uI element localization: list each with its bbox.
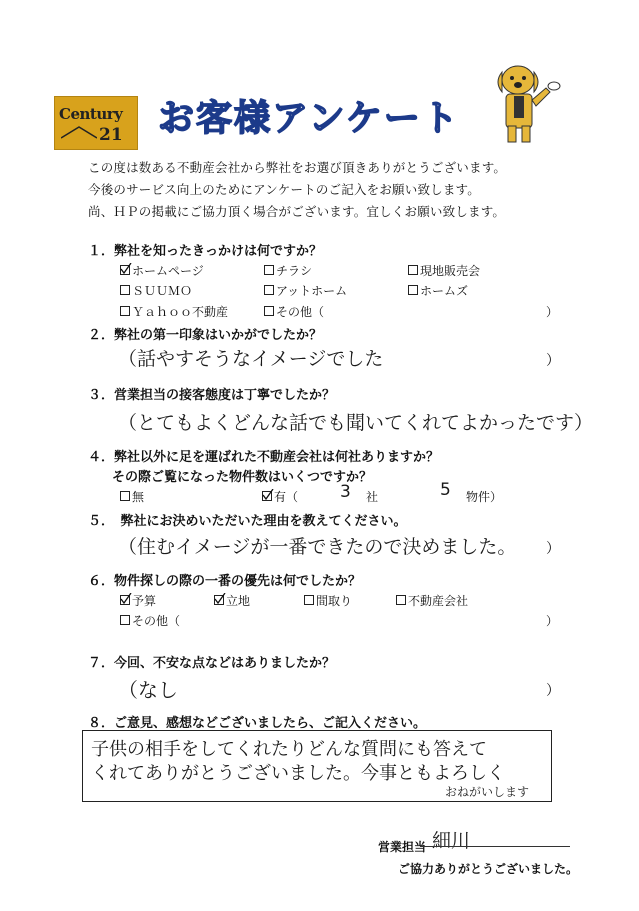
checkbox-checked-icon[interactable] xyxy=(120,265,130,275)
q4-option-yes[interactable]: 有（ xyxy=(262,488,298,505)
q1-option-homes[interactable]: ホームズ xyxy=(408,282,468,299)
q2-close-paren: ） xyxy=(546,353,560,369)
q7-close-paren: ） xyxy=(546,683,560,699)
q1-close-paren: ） xyxy=(546,305,559,319)
q4-property-count: 5 xyxy=(440,480,451,500)
page-title: お客様アンケート xyxy=(158,98,460,139)
q6-question: ６．物件探しの際の一番の優先は何でしたか？ xyxy=(88,574,362,589)
checkbox-icon[interactable] xyxy=(264,306,274,316)
checkbox-icon[interactable] xyxy=(264,285,274,295)
thanks-message: ご協力ありがとうございました。 xyxy=(398,862,579,876)
checkbox-checked-icon[interactable] xyxy=(214,595,224,605)
intro-line-3: 尚、ＨＰの掲載にご協力頂く場合がございます。宜しくお願い致します。 xyxy=(88,204,506,219)
intro-line-2: 今後のサービス向上のためにアンケートのご記入をお願い致します。 xyxy=(88,182,480,197)
staff-name: 細川 xyxy=(432,830,471,852)
q4-option-none[interactable]: 無 xyxy=(120,488,144,505)
q4-company-count: 3 xyxy=(340,482,351,502)
checkbox-icon[interactable] xyxy=(396,595,406,605)
checkbox-icon[interactable] xyxy=(304,595,314,605)
q2-answer: （話やすそうなイメージでした xyxy=(118,348,384,370)
staff-label: 営業担当 xyxy=(378,840,427,854)
comment-box[interactable] xyxy=(82,730,552,802)
checkbox-icon[interactable] xyxy=(120,615,130,625)
signature-line xyxy=(420,846,570,847)
checkbox-icon[interactable] xyxy=(408,265,418,275)
mascot-dog-icon xyxy=(488,60,568,150)
checkbox-checked-icon[interactable] xyxy=(262,491,272,501)
q6-option-floorplan[interactable]: 間取り xyxy=(304,592,352,609)
comment-line-3: おねがいします xyxy=(445,785,530,799)
q6-option-budget[interactable]: 予算 xyxy=(120,592,156,609)
q6-option-location[interactable]: 立地 xyxy=(214,592,250,609)
q4-question-2: その際ご覧になった物件数はいくつですか？ xyxy=(112,470,373,485)
house-roof-icon xyxy=(61,125,97,139)
q3-question: ３．営業担当の接客態度は丁寧でしたか？ xyxy=(88,388,336,403)
checkbox-icon[interactable] xyxy=(120,306,130,316)
logo-word: Century xyxy=(59,105,123,123)
q5-close-paren: ） xyxy=(546,541,560,557)
q2-question: ２．弊社の第一印象はいかがでしたか？ xyxy=(88,328,323,343)
checkbox-icon[interactable] xyxy=(408,285,418,295)
q1-option-flyer[interactable]: チラシ xyxy=(264,262,312,279)
q6-close-paren: ） xyxy=(546,614,559,628)
comment-line-2: くれてありがとうございました。今事ともよろしく xyxy=(91,763,505,784)
century21-logo xyxy=(54,96,138,150)
checkbox-checked-icon[interactable] xyxy=(120,595,130,605)
q6-option-other[interactable]: その他（ xyxy=(120,612,180,629)
q6-option-company[interactable]: 不動産会社 xyxy=(396,592,468,609)
q4-question: ４．弊社以外に足を運ばれた不動産会社は何社ありますか？ xyxy=(88,450,440,465)
q1-option-yahoo[interactable]: Ｙａｈｏｏ不動産 xyxy=(120,303,228,320)
q7-question: ７．今回、不安な点などはありましたか？ xyxy=(88,656,336,671)
q5-question: ５． 弊社にお決めいただいた理由を教えてください。 xyxy=(88,514,407,529)
checkbox-icon[interactable] xyxy=(120,285,130,295)
q4-property-unit: 物件） xyxy=(466,490,503,504)
q1-option-other[interactable]: その他（ xyxy=(264,303,324,320)
q5-answer: （住むイメージが一番できたので決めました。 xyxy=(118,536,517,558)
q1-option-athome[interactable]: アットホーム xyxy=(264,282,347,299)
checkbox-icon[interactable] xyxy=(120,491,130,501)
q8-question: ８．ご意見、感想などございましたら、ご記入ください。 xyxy=(88,716,427,731)
q1-question: １．弊社を知ったきっかけは何ですか？ xyxy=(88,244,323,259)
q7-answer: （なし xyxy=(118,678,178,702)
comment-line-1: 子供の相手をしてくれたりどんな質問にも答えて xyxy=(91,739,487,760)
q3-answer: （とてもよくどんな話でも聞いてくれてよかったです） xyxy=(118,412,594,434)
q1-option-suumo[interactable]: ＳＵＵＭＯ xyxy=(120,282,192,299)
q1-option-homepage[interactable]: ホームページ xyxy=(120,262,204,279)
q4-company-unit: 社 xyxy=(366,490,379,504)
checkbox-icon[interactable] xyxy=(264,265,274,275)
logo-number: 21 xyxy=(99,125,123,145)
intro-line-1: この度は数ある不動産会社から弊社をお選び頂きありがとうございます。 xyxy=(88,160,507,175)
q1-option-open-house[interactable]: 現地販売会 xyxy=(408,262,480,279)
